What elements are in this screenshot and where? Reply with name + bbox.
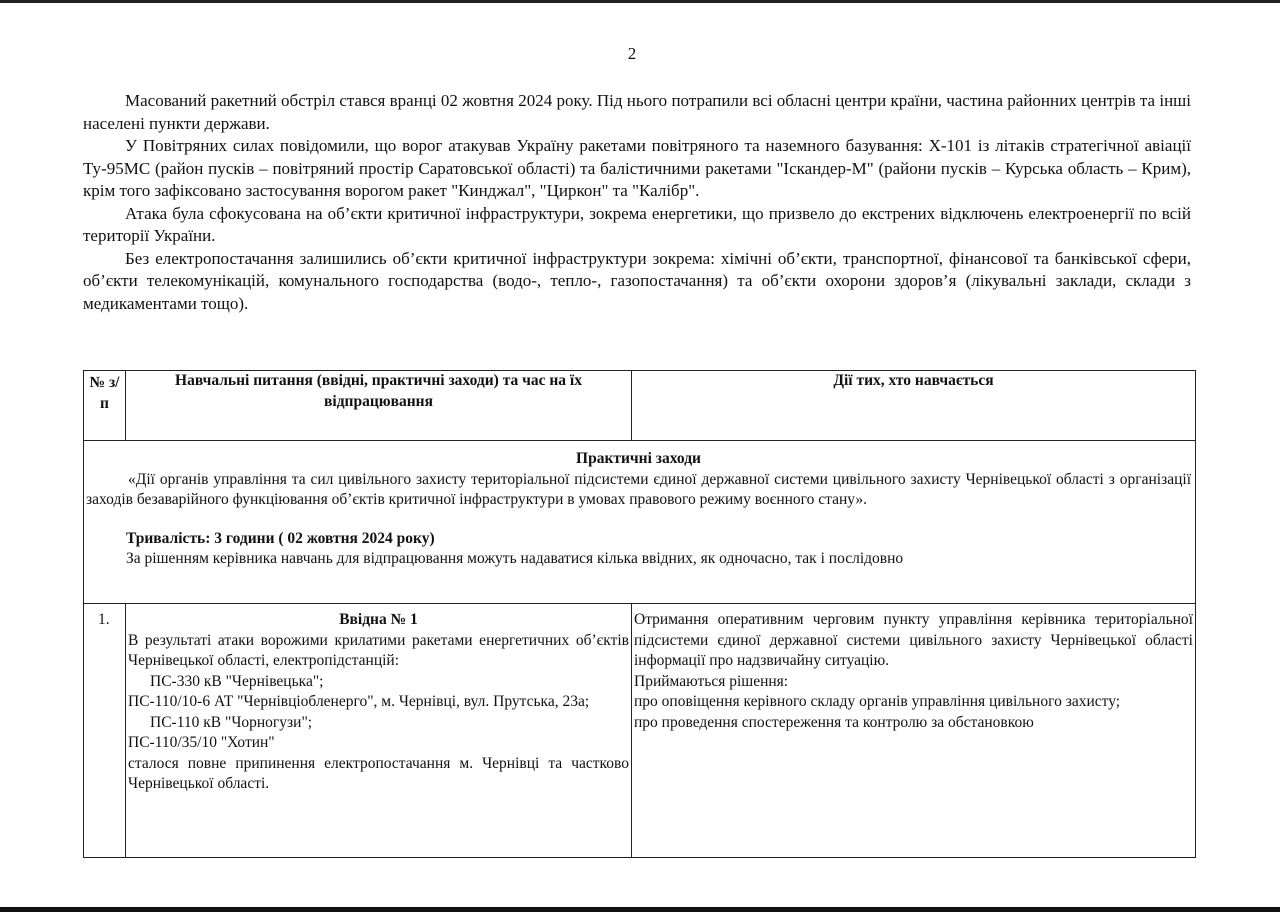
page-number: 2 bbox=[627, 44, 637, 63]
intro-paragraph: У Повітряних силах повідомили, що ворог атакував Україну ракетами повітряного та наземного базування: Х-101 із літаків стратегічної авіації Ту-95МС (район пусків – повітряний простір Саратовської області) та балістичними ракетами "Іскандер-М" (райони пусків – Курська область – Крим), крім того зафіксовано застосування ворогом ракет "Кинджал", "Циркон" та "Калібр". bbox=[83, 136, 1191, 200]
action-text: про проведення спостереження та контролю за обстановкою bbox=[634, 713, 1034, 731]
input-outcome: сталося повне припинення електропостачання м. Чернівці та частково Чернівецької області. bbox=[128, 754, 629, 792]
substation-item: ПС-330 кВ "Чернівецька"; bbox=[150, 672, 324, 690]
scan-top-edge bbox=[0, 0, 1280, 3]
header-questions: Навчальні питання (ввідні, практичні заходи) та час на їх відпрацювання bbox=[126, 371, 632, 441]
header-actions: Дії тих, хто навчається bbox=[632, 371, 1196, 441]
action-text: Приймаються рішення: bbox=[634, 672, 789, 690]
practical-title: Практичні заходи bbox=[576, 450, 701, 467]
practical-cell bbox=[84, 441, 1196, 604]
action-text: про оповіщення керівного складу органів управління цивільного захисту; bbox=[634, 693, 1121, 710]
input-intro: В результаті атаки ворожими крилатими ракетами енергетичних об’єктів Чернівецької області, електропідстанцій: bbox=[128, 631, 629, 669]
scan-bottom-edge bbox=[0, 907, 1280, 912]
substation-item: ПС-110 кВ "Чорногузи"; bbox=[150, 713, 313, 731]
practical-note: За рішенням керівника навчань для відпрацювання можуть надаватися кілька ввідних, як одночасно, так і послідовно bbox=[126, 550, 904, 567]
exercise-plan-table bbox=[83, 370, 1196, 858]
input-title: Ввідна № 1 bbox=[339, 611, 418, 628]
intro-text bbox=[83, 90, 1191, 315]
practical-row bbox=[84, 441, 1196, 604]
substation-item: ПС-110/10-6 АТ "Чернівціобленерго", м. Чернівці, вул. Прутська, 23а; bbox=[128, 693, 590, 710]
intro-paragraph: Атака була сфокусована на об’єкти критичної інфраструктури, зокрема енергетики, що призвело до екстрених відключень електроенергії по всій території України. bbox=[83, 203, 1191, 245]
intro-paragraph: Масований ракетний обстріл стався вранці 02 жовтня 2024 року. Під нього потрапили всі обласні центри країни, частина районних центрів та інші населені пункти держави. bbox=[83, 91, 1191, 133]
row-index: 1. bbox=[84, 604, 126, 858]
table-header-row bbox=[84, 371, 1196, 441]
intro-paragraph: Без електропостачання залишились об’єкти критичної інфраструктури зокрема: хімічні об’єкти, транспортної, фінансової та банківської сфери, об’єкти телекомунікацій, комунального господарства (водо-, тепло-, газопостачання) та об’єкти охорони здоров’я (лікувальні заклади, склади з медикаментами тощо). bbox=[83, 248, 1191, 313]
substation-item: ПС-110/35/10 "Хотин" bbox=[128, 734, 275, 751]
actions-cell bbox=[632, 604, 1196, 858]
practical-description: «Дії органів управління та сил цивільного захисту територіальної підсистеми єдиної державної системи цивільного захисту Чернівецької області з організації заходів безаварійного функціювання об’єктів критичної інфраструктури в умовах правового режиму воєнного стану». bbox=[86, 470, 1191, 508]
question-cell bbox=[126, 604, 632, 858]
action-text: Отримання оперативним черговим пункту управління керівника територіальної підсистеми єдиної державної системи цивільного захисту Чернівецької області інформації про надзвичайну ситуацію. bbox=[634, 611, 1193, 669]
table-row bbox=[84, 604, 1196, 858]
duration-text: Тривалість: 3 години ( 02 жовтня 2024 року) bbox=[126, 529, 435, 547]
header-number: № з/п bbox=[84, 371, 126, 441]
